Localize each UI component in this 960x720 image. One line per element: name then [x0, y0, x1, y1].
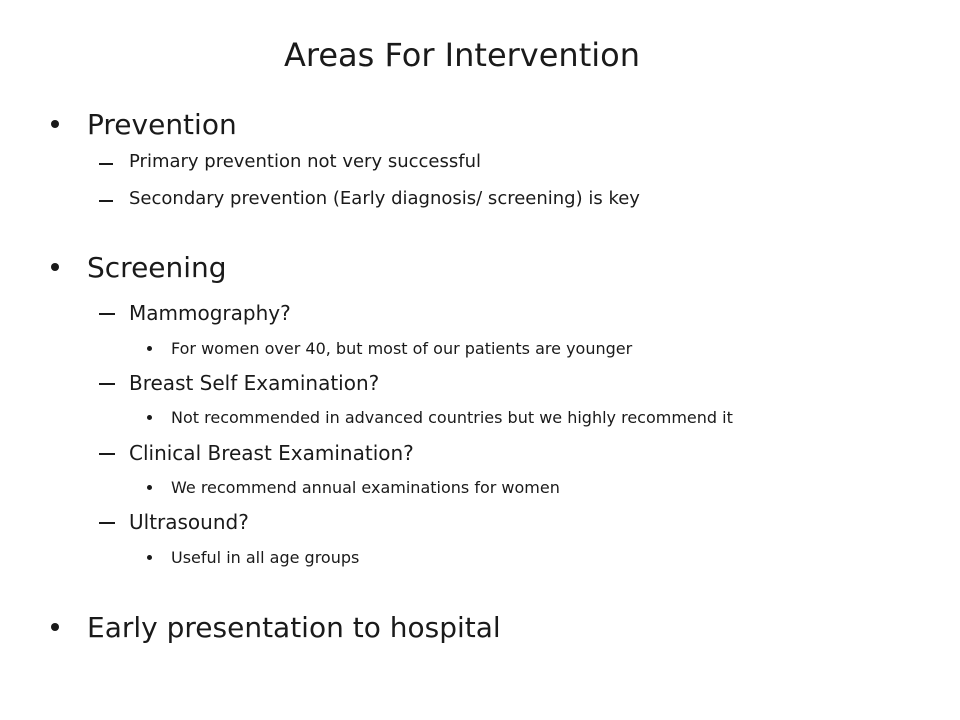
- list-item: Mammography?: [129, 301, 291, 325]
- section-heading-early-presentation: Early presentation to hospital: [87, 611, 501, 644]
- dash-icon: [99, 313, 115, 315]
- section-heading-screening: Screening: [87, 251, 227, 284]
- bullet-icon: [51, 623, 59, 631]
- list-item: Secondary prevention (Early diagnosis/ screening) is key: [129, 188, 640, 209]
- sub-list-item: Not recommended in advanced countries but we highly recommend it: [171, 408, 733, 427]
- list-item: Clinical Breast Examination?: [129, 441, 414, 465]
- sub-list-item: We recommend annual examinations for women: [171, 478, 560, 497]
- list-item: Primary prevention not very successful: [129, 151, 481, 172]
- bullet-icon: [51, 263, 59, 271]
- sub-bullet-icon: [147, 346, 152, 351]
- section-heading-prevention: Prevention: [87, 108, 237, 141]
- dash-icon: [99, 453, 115, 455]
- list-item: Ultrasound?: [129, 510, 249, 534]
- dash-icon: [99, 383, 115, 385]
- sub-bullet-icon: [147, 415, 152, 420]
- dash-icon: [99, 522, 115, 524]
- list-item: Breast Self Examination?: [129, 371, 380, 395]
- sub-list-item: Useful in all age groups: [171, 548, 360, 567]
- dash-icon: [99, 163, 113, 165]
- slide-title: Areas For Intervention: [284, 36, 640, 74]
- sub-bullet-icon: [147, 555, 152, 560]
- sub-list-item: For women over 40, but most of our patients are younger: [171, 339, 633, 358]
- dash-icon: [99, 200, 113, 202]
- bullet-icon: [51, 120, 59, 128]
- sub-bullet-icon: [147, 485, 152, 490]
